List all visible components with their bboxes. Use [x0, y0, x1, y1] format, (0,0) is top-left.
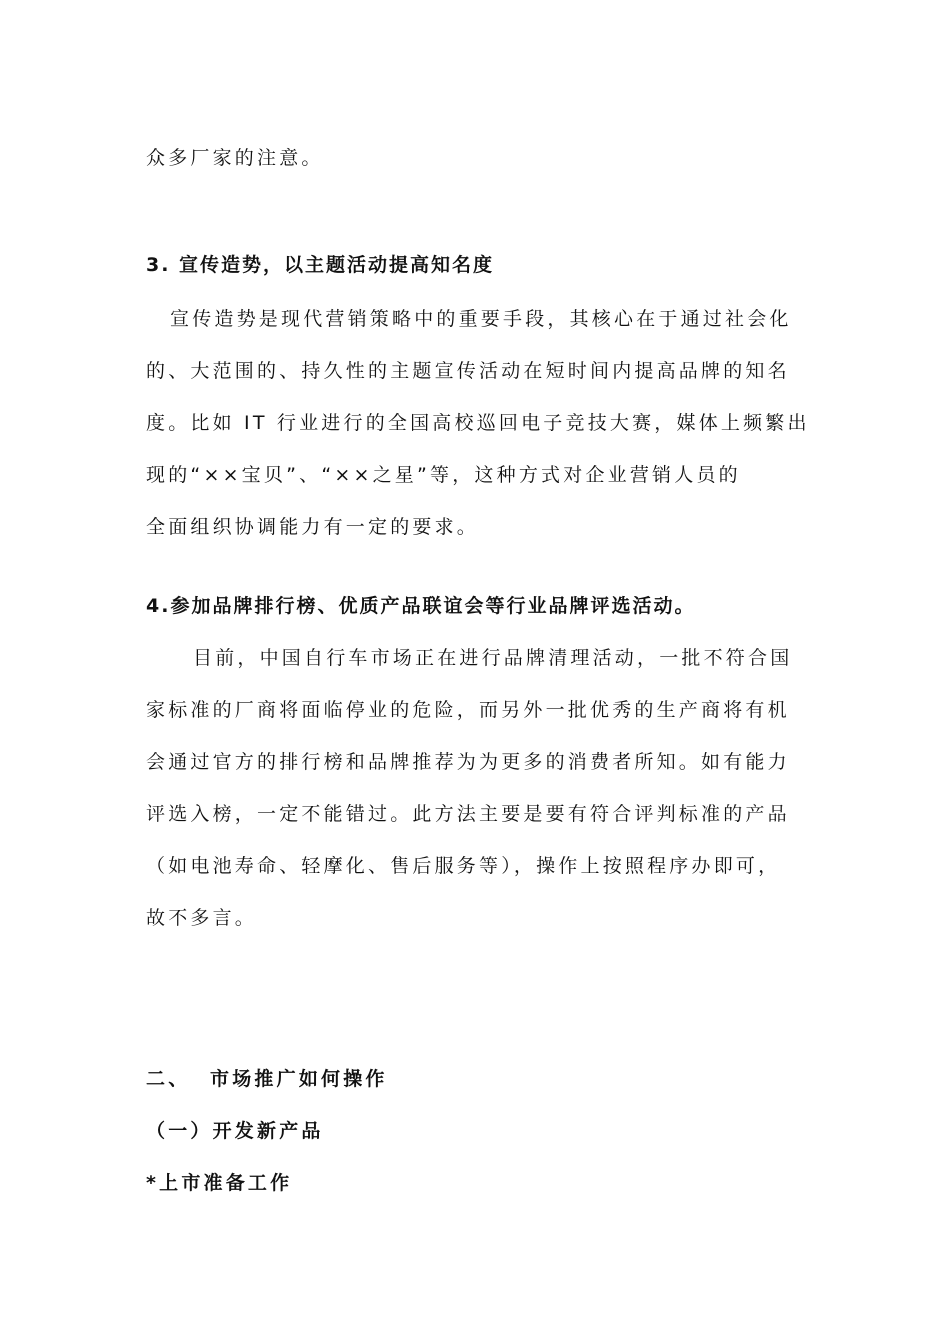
heading-3: 3. 宣传造势，以主题活动提高知名度 [146, 254, 495, 276]
paragraph-4-line-1: 目前，中国自行车市场正在进行品牌清理活动，一批不符合国 [193, 647, 793, 669]
paragraph-4-line-2: 家标准的厂商将面临停业的危险，而另外一批优秀的生产商将有机 [146, 699, 790, 721]
paragraph-3-line-5: 全面组织协调能力有一定的要求。 [146, 516, 480, 538]
paragraph-3-line-4: 现的“××宝贝”、“××之星”等，这种方式对企业营销人员的 [146, 464, 741, 486]
paragraph-3-line-1: 宣传造势是现代营销策略中的重要手段，其核心在于通过社会化 [170, 308, 792, 330]
paragraph-continuation: 众多厂家的注意。 [146, 147, 324, 169]
item-heading-prep: *上市准备工作 [146, 1172, 293, 1194]
subsection-heading-1: （一）开发新产品 [146, 1120, 324, 1142]
heading-4: 4.参加品牌排行榜、优质产品联谊会等行业品牌评选活动。 [146, 595, 696, 617]
paragraph-4-line-3: 会通过官方的排行榜和品牌推荐为为更多的消费者所知。如有能力 [146, 751, 790, 773]
paragraph-4-line-5: （如电池寿命、轻摩化、售后服务等），操作上按照程序办即可， [146, 855, 781, 877]
paragraph-3-line-3: 度。比如 IT 行业进行的全国高校巡回电子竞技大赛，媒体上频繁出 [146, 412, 810, 434]
section-heading-2: 二、 市场推广如何操作 [146, 1068, 388, 1090]
paragraph-4-line-4: 评选入榜，一定不能错过。此方法主要是要有符合评判标准的产品 [146, 803, 790, 825]
paragraph-3-line-2: 的、大范围的、持久性的主题宣传活动在短时间内提高品牌的知名 [146, 360, 790, 382]
paragraph-4-line-6: 故不多言。 [146, 907, 258, 929]
